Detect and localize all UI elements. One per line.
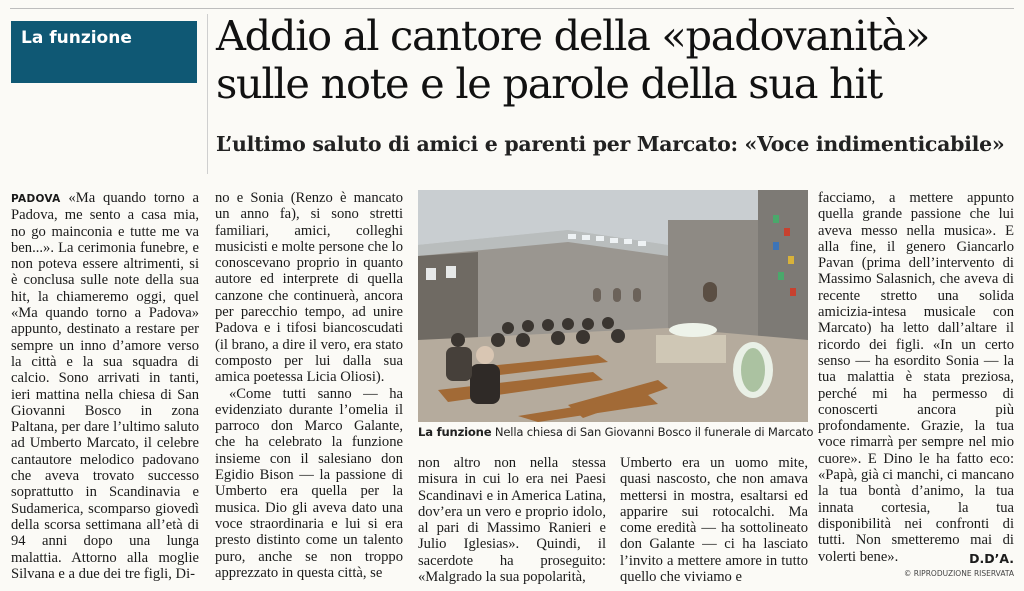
dateline: PADOVA [11,193,61,205]
author-signature: D.D’A. [969,551,1014,566]
headline-line-1: Addio al cantore della «padovanità» [216,11,930,60]
header-divider [207,14,208,174]
article-column-3 [418,455,606,586]
column-5-text: facciamo, a mettere appunto quella grande passione che lui aveva messo nella musica». E alla fine, il genero Giancarlo Pavan (prima dell’intervento di Massimo Salasnich, che aveva di recente stretto una solida amicizia-intesa musicale con Marcato) ha letto dall’altare il ricordo dei figli. «In un certo senso — ha esordito Sonia — la tua malattia è stata preziosa, perché mi ha permesso di conoscerti ancora più profondamente. Grazie, la tua voce rimarrà per sempre nel mio cuore». E Dino le ha fatto eco: «Papà, già ci manchi, ci mancano la tua bontà d’animo, la tua innata cortesia, la tua disponibilità nei confronti di tutti. Non smetteremo mai di volerti bene». [818,190,1014,565]
column-2-paragraph-2: «Come tutti sanno — ha evidenziato durante l’omelia il parroco don Marco Galante, che ha celebrato la funzione insieme con il salesiano don Egidio Bison — la passione di Umberto era quella per la musica. Dio gli aveva dato una voce straordinaria e lui si era presto distinto come un talento puro, anche se non troppo apprezzato in questa città, se [215,385,403,581]
section-tag-label: La funzione [21,28,132,48]
top-rule [10,8,1014,9]
photo-caption [418,425,814,439]
caption-text: Nella chiesa di San Giovanni Bosco il funerale di Marcato [494,425,814,439]
headline [216,12,1016,108]
section-tag [11,21,197,83]
article-column-4 [620,455,808,586]
church-interior-image [418,190,808,422]
caption-label: La funzione [418,425,492,439]
column-3-text: non altro non nella stessa misura in cui lo era nei Paesi Scandinavi e in America Latina, dov’era un vero e proprio idolo, al pari di Massimo Ranieri e Julio Iglesias». Quindi, il sacerdote ha proseguito: «Malgrado la sua popolarità, [418,455,606,586]
article-column-1 [11,190,199,586]
column-1-text: «Ma quando torno a Padova, me sento a casa mia, no go mainconia e tutte me va ben...». La cerimonia funebre, e non poteva essere altrimenti, si è conclusa sulle note della sua hit, la chiameremo oggi, quel «Ma quando torno a Padova» appunto, destinato a restare per sempre un inno d’amore verso la città e la sua squadra di calcio. Sono arrivati in tanti, ieri mattina nella chiesa di San Giovanni Bosco in zona Paltana, per dare l’ultimo saluto ad Umberto Marcato, il celebre cantautore melodico padovano che aveva trovato successo soprattutto in Scandinavia e Sudamerica, scomparso giovedì della scorsa settimana all’età di 94 anni dopo una lunga malattia. Attorno alla moglie Silvana e a due dei tre figli, Di- [11,190,199,582]
church-photo [418,190,808,422]
copyright-notice: © RIPRODUZIONE RISERVATA [903,569,1014,578]
subheadline: L’ultimo saluto di amici e parenti per Marcato: «Voce indimenticabile» [216,132,1005,156]
article-column-2 [215,190,403,586]
column-4-text: Umberto era un uomo mite, quasi nascosto, che non amava mettersi in mostra, esaltarsi ed apparire sui rotocalchi. Ma come eredità — ha sottolineato don Galante — ci ha lasciato l’invito a mettere amore in tutto quello che viviamo e [620,455,808,586]
headline-line-2: sulle note e le parole della sua hit [216,59,882,108]
column-2-paragraph-1: no e Sonia (Renzo è mancato un anno fa), si sono stretti familiari, amici, colleghi musicisti e molte persone che lo conoscevano proprio in quanto autore ed interprete di quella canzone che continuerà, ancora per parecchio tempo, ad unire Padova e i tifosi biancoscudati (il brano, a dire il vero, era stato composto per lui dalla sua amica poetessa Licia Oliosi). [215,190,403,386]
